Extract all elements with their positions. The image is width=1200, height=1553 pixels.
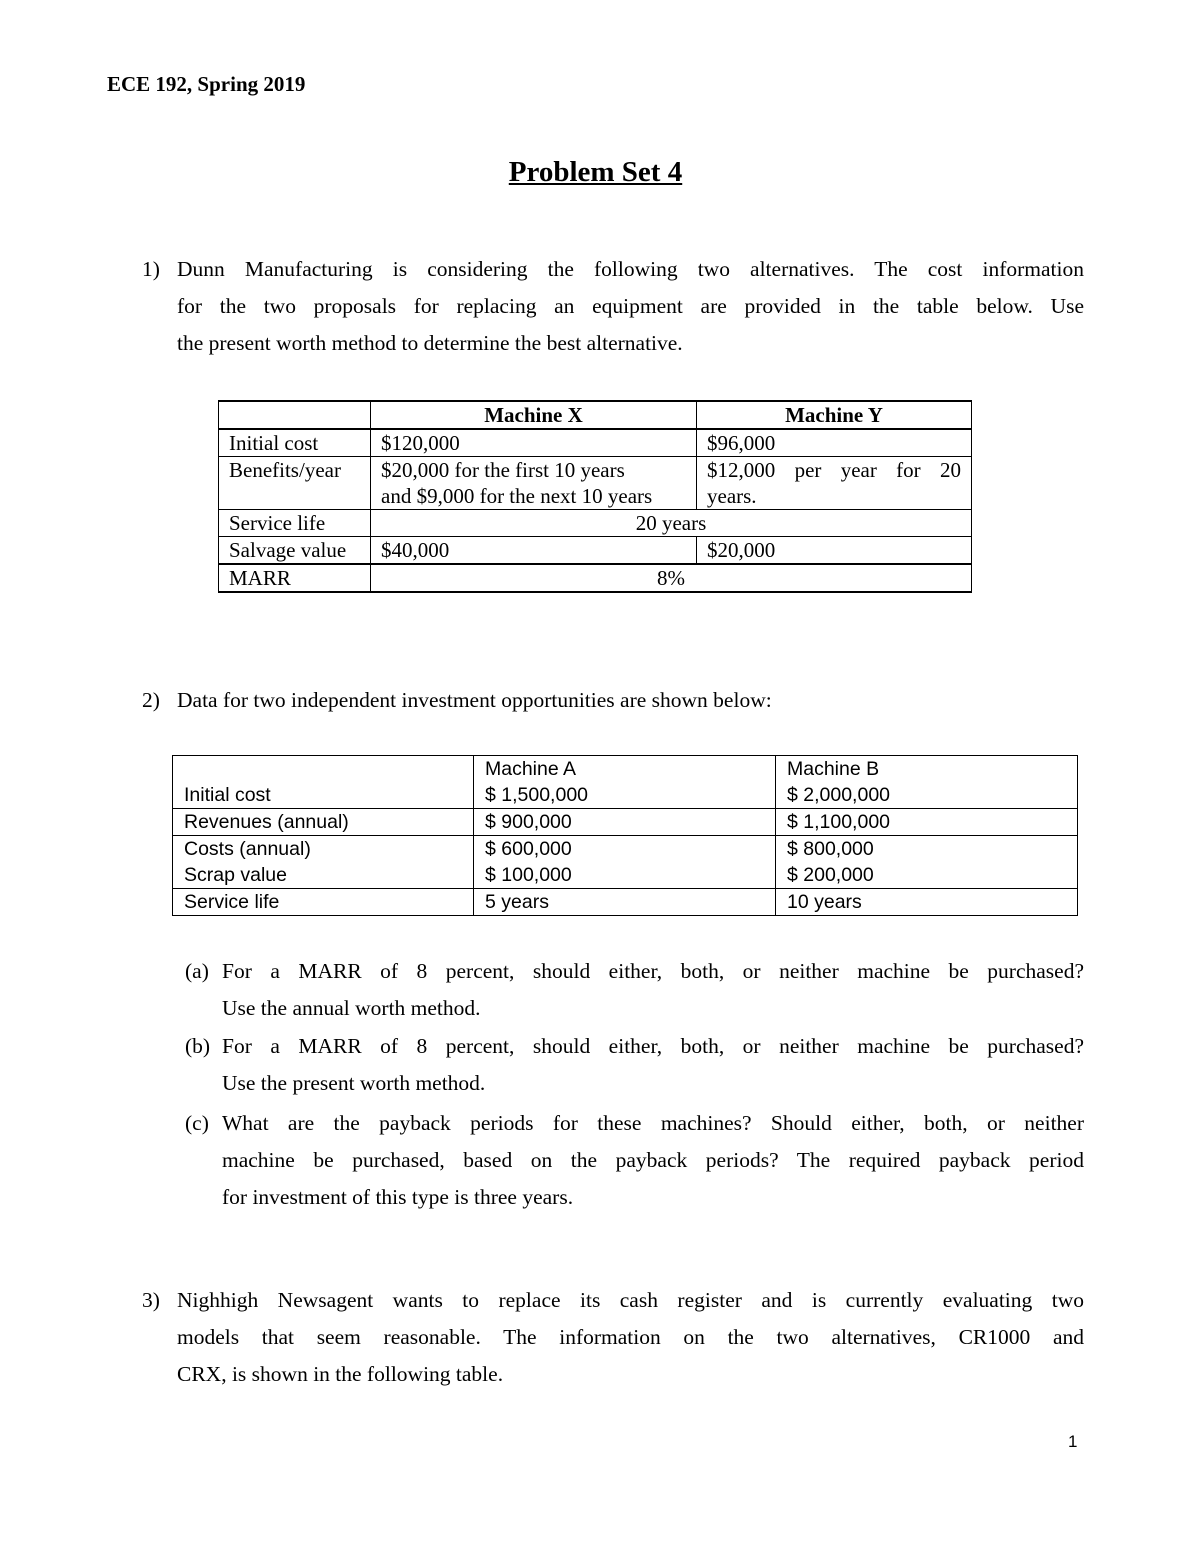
problem-1-text xyxy=(177,251,1084,362)
table-cell: $ 600,000 xyxy=(474,836,776,863)
table-cell: $ 800,000 xyxy=(776,836,1078,863)
table-row xyxy=(219,429,972,457)
problem-3-line: models that seem reasonable. The information on the two alternatives, CR1000 and xyxy=(177,1325,1084,1349)
problem-3-number: 3) xyxy=(142,1288,160,1312)
table-header: Machine B xyxy=(776,756,1078,783)
part-text xyxy=(222,1105,1084,1216)
table-row xyxy=(173,836,1078,863)
table-cell xyxy=(219,401,371,429)
part-line: Use the annual worth method. xyxy=(222,996,481,1020)
table-cell: $40,000 xyxy=(371,537,697,565)
part-text xyxy=(222,953,1084,1027)
cell-line: $12,000 per year for 20 xyxy=(707,458,961,482)
table-row xyxy=(173,889,1078,916)
row-label: Service life xyxy=(219,510,371,537)
machine-ab-table xyxy=(172,755,1078,916)
table-row xyxy=(219,537,972,565)
table-row xyxy=(173,862,1078,889)
table-cell: $ 900,000 xyxy=(474,809,776,836)
table-cell: $120,000 xyxy=(371,429,697,457)
problem-1-line: for the two proposals for replacing an equipment are provided in the table below. Use xyxy=(177,294,1084,318)
problem-2-part-b xyxy=(185,1028,1084,1102)
problem-2-number: 2) xyxy=(142,688,160,712)
table-cell: 8% xyxy=(371,564,972,592)
problem-3-text xyxy=(177,1282,1084,1393)
table-cell: $ 2,000,000 xyxy=(776,782,1078,809)
table-row xyxy=(219,564,972,592)
problem-2-part-c xyxy=(185,1105,1084,1216)
table-cell: $ 200,000 xyxy=(776,862,1078,889)
row-label: Costs (annual) xyxy=(173,836,474,863)
problem-3-line: CRX, is shown in the following table. xyxy=(177,1362,504,1386)
row-label: Revenues (annual) xyxy=(173,809,474,836)
part-label: (c) xyxy=(185,1111,209,1135)
row-label: MARR xyxy=(219,564,371,592)
part-line: What are the payback periods for these machines? Should either, both, or neither xyxy=(222,1111,1084,1135)
table-row xyxy=(173,782,1078,809)
table-header: Machine A xyxy=(474,756,776,783)
table-row xyxy=(219,401,972,429)
part-label: (b) xyxy=(185,1034,211,1058)
cell-line: $20,000 for the first 10 years xyxy=(381,458,625,482)
table-row xyxy=(173,756,1078,783)
part-line: machine be purchased, based on the payback periods? The required payback period xyxy=(222,1148,1084,1172)
row-label: Initial cost xyxy=(173,782,474,809)
cell-line: and $9,000 for the next 10 years xyxy=(381,484,653,508)
table-cell: $ 1,100,000 xyxy=(776,809,1078,836)
part-line: For a MARR of 8 percent, should either, both, or neither machine be purchased? xyxy=(222,1034,1084,1058)
page-title: Problem Set 4 xyxy=(508,156,683,188)
course-header: ECE 192, Spring 2019 xyxy=(107,72,306,96)
problem-3-line: Nighhigh Newsagent wants to replace its cash register and is currently evaluating two xyxy=(177,1288,1084,1312)
table-row xyxy=(219,510,972,537)
problem-2-intro: Data for two independent investment opportunities are shown below: xyxy=(177,688,772,712)
problem-1-line: the present worth method to determine the best alternative. xyxy=(177,331,683,355)
table-cell: $ 100,000 xyxy=(474,862,776,889)
part-line: For a MARR of 8 percent, should either, both, or neither machine be purchased? xyxy=(222,959,1084,983)
row-label: Benefits/year xyxy=(219,457,371,510)
part-line: Use the present worth method. xyxy=(222,1071,486,1095)
table-row xyxy=(219,457,972,510)
table-row xyxy=(173,809,1078,836)
table-cell: 20 years xyxy=(371,510,972,537)
table-cell: $ 1,500,000 xyxy=(474,782,776,809)
row-label: Scrap value xyxy=(173,862,474,889)
table-header: Machine X xyxy=(371,401,697,429)
row-label: Initial cost xyxy=(219,429,371,457)
table-cell: $96,000 xyxy=(697,429,972,457)
table-header: Machine Y xyxy=(697,401,972,429)
problem-1-line: Dunn Manufacturing is considering the following two alternatives. The cost information xyxy=(177,257,1084,281)
table-cell: 10 years xyxy=(776,889,1078,916)
page-number: 1 xyxy=(1068,1432,1078,1451)
table-cell xyxy=(697,457,972,510)
part-line: for investment of this type is three years. xyxy=(222,1185,574,1209)
table-cell: $20,000 xyxy=(697,537,972,565)
machine-xy-table xyxy=(218,400,972,593)
problem-1-number: 1) xyxy=(142,257,160,281)
row-label: Salvage value xyxy=(219,537,371,565)
problem-2-part-a xyxy=(185,953,1084,1027)
table-cell: 5 years xyxy=(474,889,776,916)
row-label: Service life xyxy=(173,889,474,916)
part-text xyxy=(222,1028,1084,1102)
table-cell xyxy=(173,756,474,783)
table-cell xyxy=(371,457,697,510)
cell-line: years. xyxy=(707,484,757,508)
part-label: (a) xyxy=(185,959,209,983)
